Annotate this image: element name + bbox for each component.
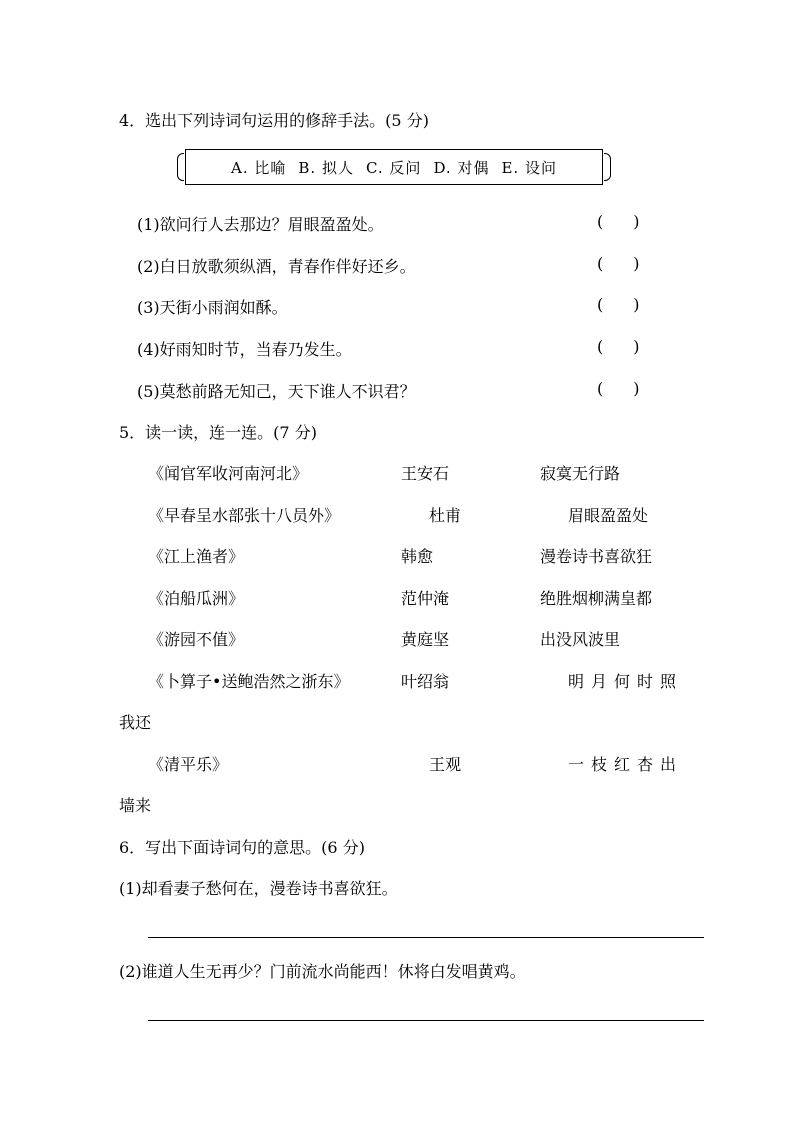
q6-answer-line-1[interactable] [148, 937, 704, 938]
q4-option-b: B. 拟人 [298, 158, 354, 177]
q5-line-3: 漫卷诗书喜欲狂 [540, 547, 653, 566]
q4-answer-3[interactable]: ( ) [597, 295, 640, 314]
q5-author-2: 杜甫 [429, 506, 462, 525]
q6-title: 6．写出下面诗词句的意思。(6 分) [119, 838, 365, 857]
q4-item-3: (3)天街小雨润如酥。 [137, 298, 288, 317]
q5-title: 5．读一读，连一连。(7 分) [119, 423, 317, 442]
q4-item-1: (1)欲问行人去那边？眉眼盈盈处。 [137, 215, 384, 234]
q5-author-6: 叶绍翁 [401, 672, 450, 691]
q5-author-5: 黄庭坚 [401, 630, 450, 649]
q5-line-2: 眉眼盈盈处 [568, 506, 649, 525]
q5-line-7: 一枝红杏出 [568, 755, 684, 774]
q5-poem-2: 《早春呈水部张十八员外》 [148, 506, 341, 525]
q5-line-5: 出没风波里 [540, 630, 621, 649]
q5-poem-3: 《江上渔者》 [148, 547, 245, 566]
q4-option-e: E. 设问 [501, 158, 557, 177]
q5-poem-4: 《泊船瓜洲》 [148, 589, 245, 608]
q5-line-4: 绝胜烟柳满皇都 [540, 589, 653, 608]
q6-answer-line-2[interactable] [148, 1020, 704, 1021]
q5-author-1: 王安石 [401, 464, 450, 483]
q6-item-2: (2)谁道人生无再少？门前流水尚能西！休将白发唱黄鸡。 [119, 962, 526, 981]
q5-author-7: 王观 [429, 755, 462, 774]
q5-author-4: 范仲淹 [401, 589, 450, 608]
q4-item-2: (2)白日放歌须纵酒，青春作伴好还乡。 [137, 257, 416, 276]
q4-answer-1[interactable]: ( ) [597, 212, 640, 231]
q4-item-5: (5)莫愁前路无知己，天下谁人不识君？ [137, 382, 416, 401]
q5-poem-6: 《卜算子•送鲍浩然之浙东》 [148, 672, 350, 691]
q4-options-box [185, 149, 603, 185]
q5-line-6: 明月何时照 [568, 672, 684, 691]
q4-option-a: A. 比喻 [231, 158, 287, 177]
q4-option-d: D. 对偶 [433, 158, 490, 177]
q5-author-3: 韩愈 [401, 547, 434, 566]
q5-line-1: 寂寞无行路 [540, 464, 621, 483]
q5-line-6-wrap: 我还 [119, 713, 152, 732]
q5-line-7-wrap: 墙来 [119, 796, 152, 815]
q4-answer-2[interactable]: ( ) [597, 254, 640, 273]
q5-poem-7: 《清平乐》 [148, 755, 229, 774]
q4-option-c: C. 反问 [365, 158, 422, 177]
q6-item-1: (1)却看妻子愁何在，漫卷诗书喜欲狂。 [119, 879, 398, 898]
q4-title: 4．选出下列诗词句运用的修辞手法。(5 分) [119, 111, 429, 130]
q4-answer-4[interactable]: ( ) [597, 337, 640, 356]
q5-poem-1: 《闻官军收河南河北》 [148, 464, 309, 483]
q4-item-4: (4)好雨知时节，当春乃发生。 [137, 340, 352, 359]
q4-answer-5[interactable]: ( ) [597, 379, 640, 398]
q5-poem-5: 《游园不值》 [148, 630, 245, 649]
